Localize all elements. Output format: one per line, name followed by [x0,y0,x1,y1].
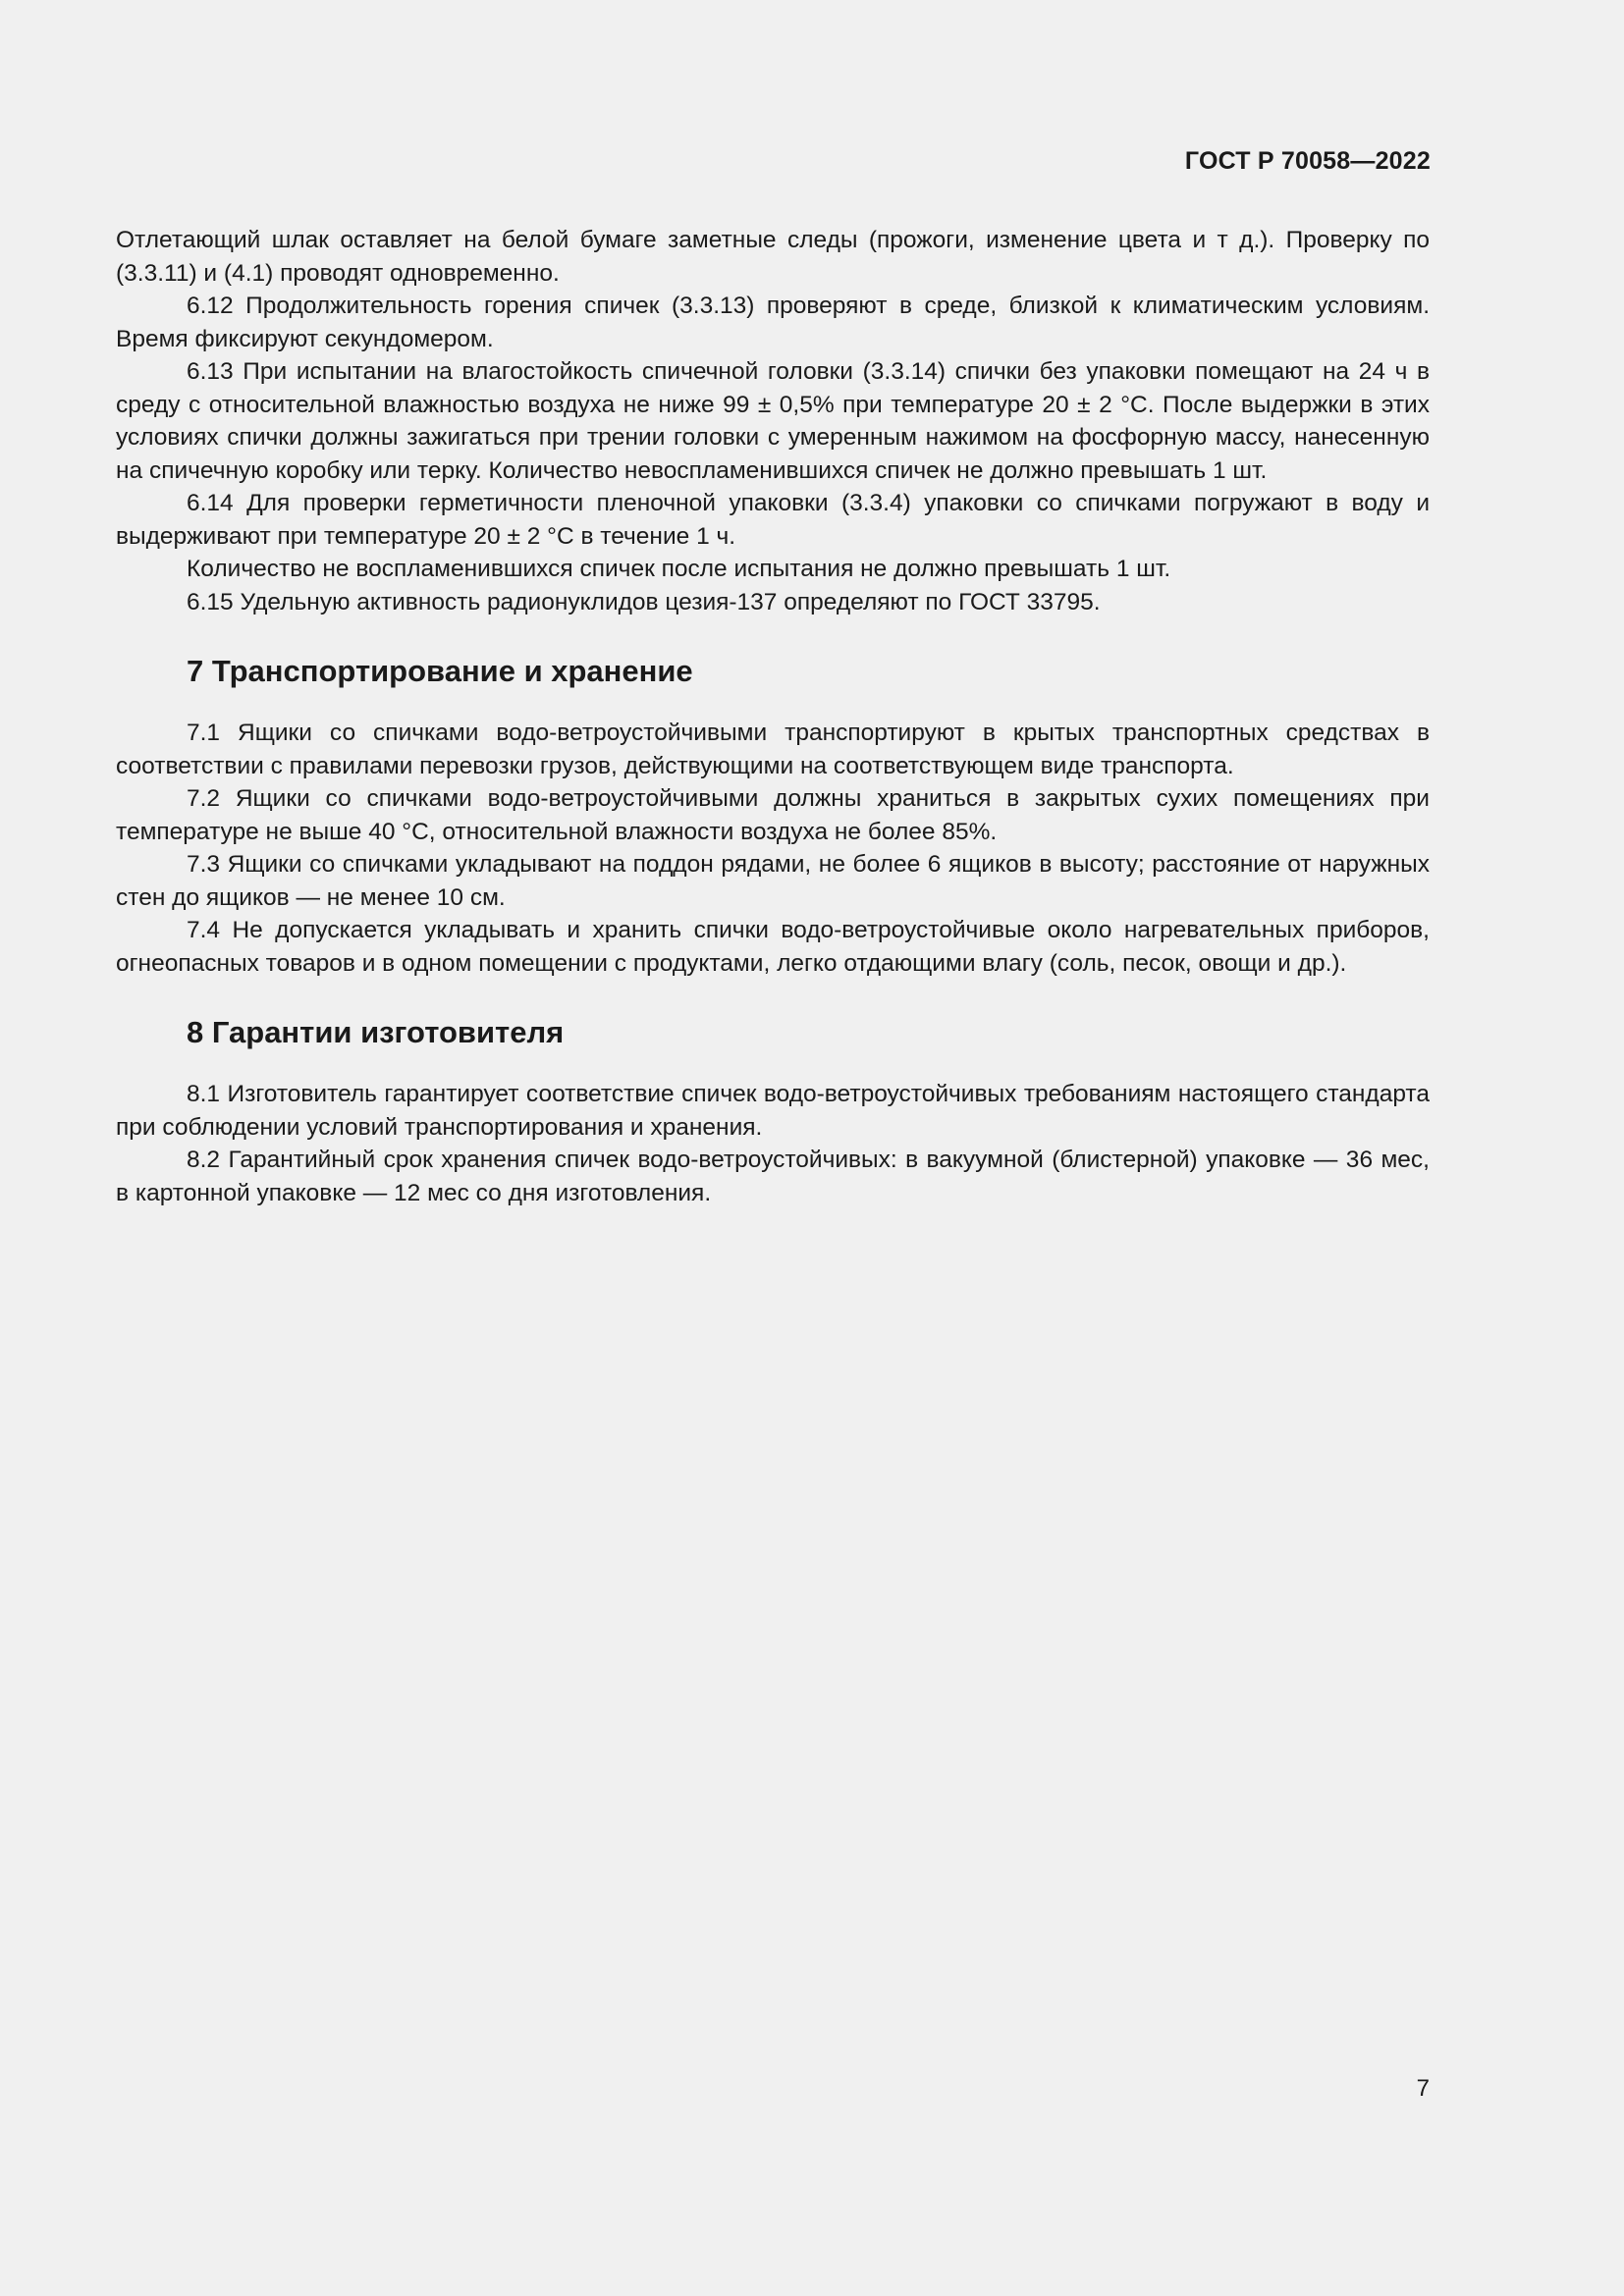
paragraph-6-15: 6.15 Удельную активность радионуклидов цезия-137 определяют по ГОСТ 33795. [187,588,1101,615]
document-id-header: ГОСТ Р 70058—2022 [1184,147,1431,175]
paragraph-6-13: 6.13 При испытании на влагостойкость спичечной головки (3.3.14) спички без упаковки помещают на 24 ч в среду с относительной влажностью воздуха не ниже 99 ± 0,5% при температуре 20 ± 2 °С. После выдержки в этих условиях спички должны зажигаться при трении головки с умеренным нажимом на фосфорную массу, нанесенную на спичечную коробку или терку. Количество невоспламенившихся спичек не должно превышать 1 шт. [116,358,1430,484]
paragraph-7-3: 7.3 Ящики со спичками укладывают на поддон рядами, не более 6 ящиков в высоту; расстояние от наружных стен до ящиков — не менее 10 см. [116,851,1430,911]
paragraph-slag-continuation: Отлетающий шлак оставляет на белой бумаге заметные следы (прожоги, изменение цвета и т д.). Проверку по (3.3.11) и (4.1) проводят одновременно. [116,227,1430,287]
paragraph-7-4: 7.4 Не допускается укладывать и хранить спички водо-ветроустойчивые около нагревательных приборов, огнеопасных товаров и в одном помещении с продуктами, легко отдающими влагу (соль, песок, овощи и др.). [116,917,1430,977]
section-8-heading: 8 Гарантии изготовителя [187,1015,565,1049]
paragraph-6-14-continued: Количество не воспламенившихся спичек после испытания не должно превышать 1 шт. [187,556,1171,582]
paragraph-8-1: 8.1 Изготовитель гарантирует соответствие спичек водо-ветроустойчивых требованиям настоящего стандарта при соблюдении условий транспортирования и хранения. [116,1081,1430,1141]
paragraph-7-1: 7.1 Ящики со спичками водо-ветроустойчивыми транспортируют в крытых транспортных средствах в соответствии с правилами перевозки грузов, действующими на соответствующем виде транспорта. [116,720,1430,779]
spacer [116,1052,1430,1078]
paragraph-6-14: 6.14 Для проверки герметичности пленочной упаковки (3.3.4) упаковки со спичками погружают в воду и выдерживают при температуре 20 ± 2 °С в течение 1 ч. [116,490,1430,550]
spacer [116,691,1430,717]
spacer [116,980,1430,1013]
section-7-heading: 7 Транспортирование и хранение [187,654,693,688]
paragraph-8-2: 8.2 Гарантийный срок хранения спичек водо-ветроустойчивых: в вакуумной (блистерной) упаковке — 36 мес, в картонной упаковке — 12 мес со дня изготовления. [116,1147,1430,1206]
page-number: 7 [1416,2075,1430,2102]
paragraph-7-2: 7.2 Ящики со спичками водо-ветроустойчивыми должны храниться в закрытых сухих помещениях при температуре не выше 40 °С, относительной влажности воздуха не более 85%. [116,785,1430,845]
spacer [116,618,1430,652]
paragraph-6-12: 6.12 Продолжительность горения спичек (3.3.13) проверяют в среде, близкой к климатическим условиям. Время фиксируют секундомером. [116,293,1430,352]
page-body [116,224,1430,1209]
